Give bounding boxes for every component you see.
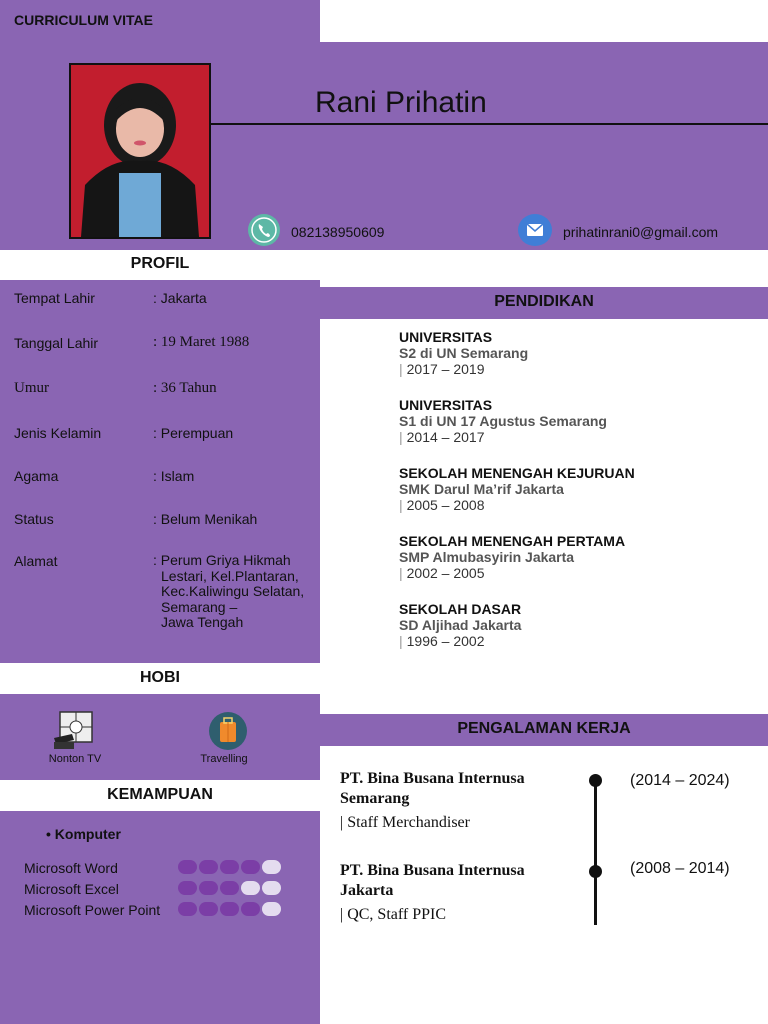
rating-dot [199, 860, 218, 874]
skill-name-excel: Microsoft Excel [24, 881, 119, 897]
rating-dot [262, 902, 281, 916]
address-line: Semarang – [161, 598, 238, 615]
profile-value-age: : 36 Tahun [153, 380, 217, 396]
rating-dot [220, 902, 239, 916]
education-section-title: PENDIDIKAN [320, 287, 768, 319]
address-line: Kec.Kaliwingu Selatan, [161, 583, 305, 599]
profile-label-address: Alamat [14, 553, 58, 569]
rating-dot [178, 860, 197, 874]
profile-label-age: Umur [14, 380, 49, 396]
education-item [399, 397, 759, 465]
phone-icon [248, 214, 280, 246]
education-item [399, 533, 759, 601]
profile-label-birthdate: Tanggal Lahir [14, 335, 99, 351]
rating-dot [199, 881, 218, 895]
education-list [399, 329, 759, 669]
rating-dot [241, 881, 260, 895]
name-underline [211, 123, 768, 125]
timeline-node [589, 774, 602, 787]
skill-rating-word [178, 860, 283, 879]
skill-category-label: Komputer [54, 826, 121, 842]
experience-years: (2008 – 2014) [630, 860, 730, 877]
rating-dot [178, 881, 197, 895]
education-years-text: 2017 – 2019 [406, 361, 485, 377]
experience-role: | QC, Staff PPIC [340, 906, 447, 923]
education-level: SEKOLAH MENENGAH KEJURUAN [399, 465, 635, 481]
skill-name-powerpoint: Microsoft Power Point [24, 902, 161, 918]
education-school: SMK Darul Ma’rif Jakarta [399, 481, 564, 497]
profile-value-gender: : Perempuan [153, 425, 234, 441]
skills-section-title: KEMAMPUAN [107, 786, 213, 803]
education-years [399, 429, 759, 445]
skill-rating-excel [178, 881, 283, 900]
divider-bar: | [399, 429, 403, 445]
profile-photo [69, 63, 211, 239]
hobby-panel [0, 694, 320, 780]
hobby-label-travel: Travelling [200, 753, 248, 765]
experience-item [340, 862, 580, 924]
experience-company: PT. Bina Busana Internusa [340, 770, 525, 787]
skill-category [46, 826, 121, 842]
hobby-section-title: HOBI [140, 669, 180, 686]
education-years-text: 2002 – 2005 [406, 565, 485, 581]
experience-item [340, 770, 580, 832]
education-item [399, 601, 759, 669]
profile-label-birthplace: Tempat Lahir [14, 290, 95, 306]
divider-bar: | [399, 633, 403, 649]
full-name: Rani Prihatin [315, 86, 487, 119]
rating-dot [241, 860, 260, 874]
timeline-node [589, 865, 602, 878]
education-level: SEKOLAH DASAR [399, 601, 522, 617]
email-icon [518, 214, 552, 246]
education-item [399, 329, 759, 397]
profile-value-religion: : Islam [153, 468, 195, 484]
education-school: SD Aljihad Jakarta [399, 617, 522, 633]
address-line: Jawa Tengah [161, 614, 244, 630]
education-years-text: 1996 – 2002 [406, 633, 485, 649]
experience-company-city: Semarang [340, 790, 410, 807]
rating-dot [262, 881, 281, 895]
profile-section-title: PROFIL [130, 255, 190, 272]
rating-dot [220, 860, 239, 874]
education-school: S1 di UN 17 Agustus Semarang [399, 413, 607, 429]
document-title: CURRICULUM VITAE [14, 12, 153, 28]
education-years [399, 361, 759, 377]
profile-value-birthplace: : Jakarta [153, 290, 207, 306]
film-clapper-icon [52, 710, 94, 750]
education-level: UNIVERSITAS [399, 329, 493, 345]
rating-dot [199, 902, 218, 916]
experience-role: | Staff Merchandiser [340, 814, 470, 831]
rating-dot [241, 902, 260, 916]
address-line: Lestari, Kel.Plantaran, [161, 567, 299, 584]
education-years-text: 2005 – 2008 [406, 497, 485, 513]
education-school: SMP Almubasyirin Jakarta [399, 549, 575, 565]
rating-dot [178, 902, 197, 916]
rating-dot [220, 881, 239, 895]
education-level: UNIVERSITAS [399, 397, 493, 413]
experience-section-title: PENGALAMAN KERJA [320, 714, 768, 746]
experience-years: (2014 – 2024) [630, 772, 730, 789]
education-item [399, 465, 759, 533]
divider-bar: | [399, 497, 403, 513]
profile-value-status: : Belum Menikah [153, 511, 258, 527]
education-years-text: 2014 – 2017 [406, 429, 485, 445]
experience-company-city: Jakarta [340, 882, 394, 899]
profile-label-status: Status [14, 511, 54, 527]
education-school: S2 di UN Semarang [399, 345, 529, 361]
education-years [399, 565, 759, 581]
address-line: : Perum Griya Hikmah [153, 552, 291, 568]
hobby-label-tv: Nonton TV [48, 753, 102, 765]
timeline-line [594, 780, 597, 925]
skill-rating-powerpoint [178, 902, 283, 921]
education-years [399, 497, 759, 513]
profile-label-gender: Jenis Kelamin [14, 425, 102, 441]
rating-dot [262, 860, 281, 874]
profile-value-address [153, 553, 304, 631]
email-address[interactable]: prihatinrani0@gmail.com [563, 224, 719, 240]
phone-number[interactable]: 082138950609 [291, 224, 385, 240]
skill-name-word: Microsoft Word [24, 860, 118, 876]
luggage-icon [207, 711, 249, 751]
divider-bar: | [399, 361, 403, 377]
profile-label-religion: Agama [14, 468, 59, 484]
education-years [399, 633, 759, 649]
profile-value-birthdate: : 19 Maret 1988 [153, 334, 250, 350]
experience-company: PT. Bina Busana Internusa [340, 862, 525, 879]
divider-bar: | [399, 565, 403, 581]
education-level: SEKOLAH MENENGAH PERTAMA [399, 533, 626, 549]
bullet-icon: • [46, 826, 51, 842]
